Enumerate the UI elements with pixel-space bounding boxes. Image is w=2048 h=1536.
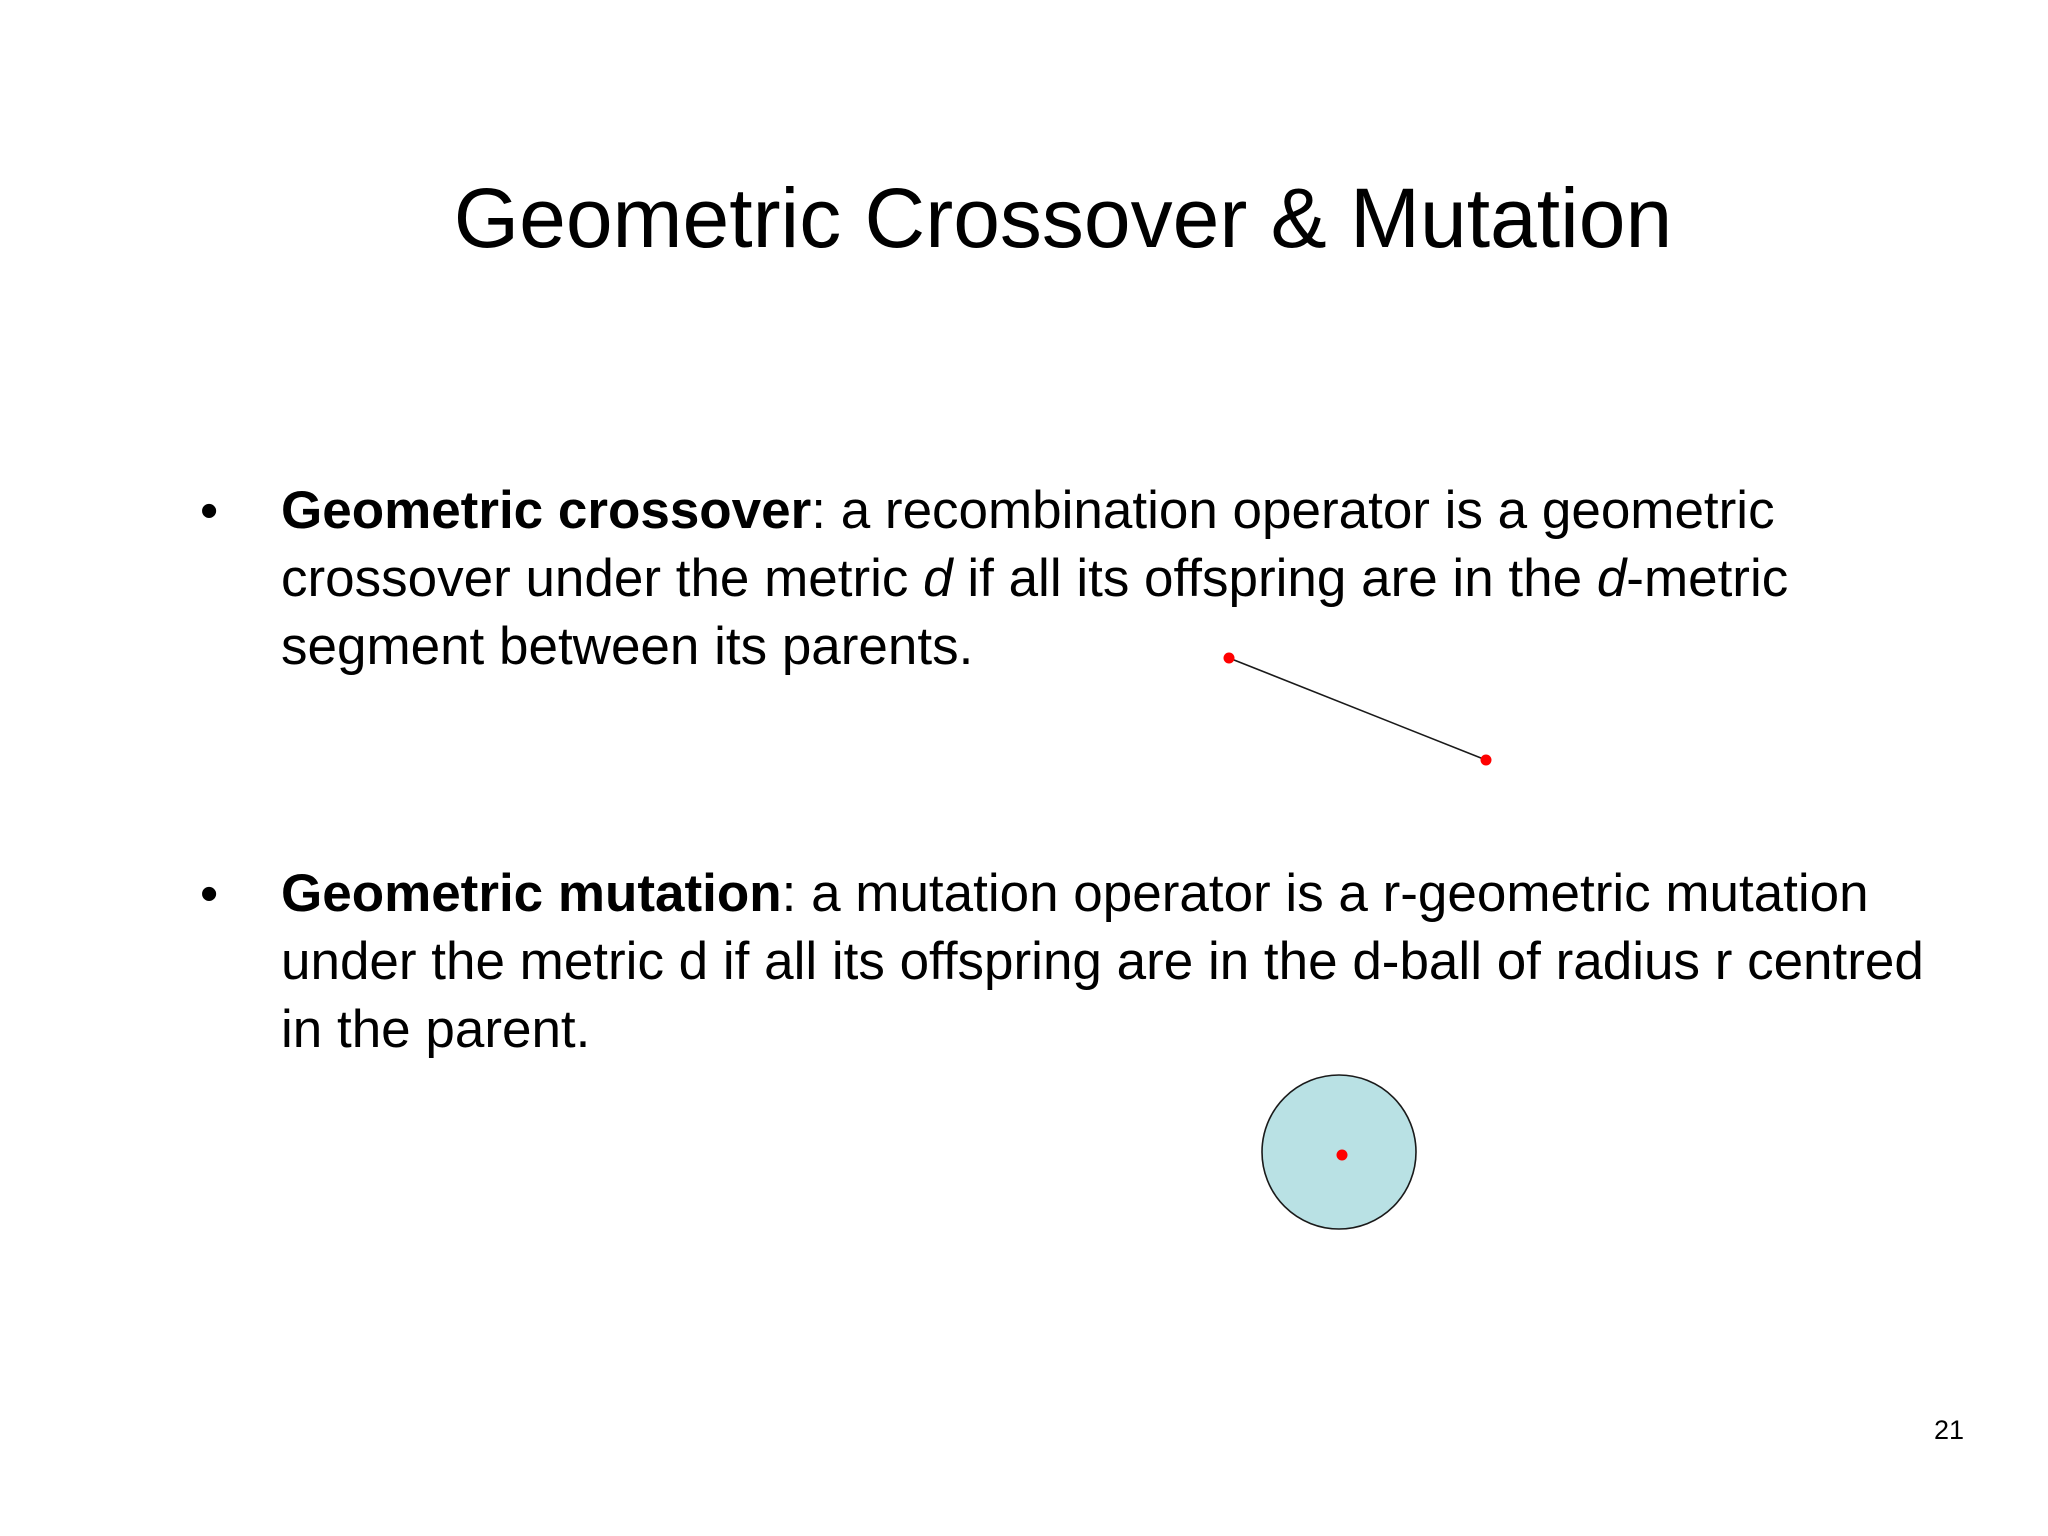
parent-point bbox=[1224, 653, 1235, 664]
crossover-text-3: -metric segment between its parents. bbox=[281, 549, 1789, 676]
crossover-text-1: : a recombination operator is a geometric crossover under the metric bbox=[281, 481, 1775, 608]
parent-point bbox=[1481, 755, 1492, 766]
metric-symbol: d bbox=[923, 549, 953, 608]
bullet-marker: • bbox=[200, 865, 219, 923]
crossover-text-2: if all its offspring are in the bbox=[952, 549, 1597, 608]
metric-segment bbox=[1229, 658, 1486, 760]
bullet-marker: • bbox=[200, 482, 219, 540]
crossover-segment-diagram bbox=[1224, 653, 1492, 766]
slide-title: Geometric Crossover & Mutation bbox=[453, 171, 1673, 265]
mutation-ball-diagram bbox=[1262, 1075, 1416, 1229]
page-number: 21 bbox=[1933, 1415, 1964, 1445]
metric-symbol: d bbox=[1596, 549, 1627, 608]
mutation-term: Geometric mutation bbox=[281, 864, 782, 923]
crossover-term: Geometric crossover bbox=[281, 481, 812, 540]
parent-point bbox=[1337, 1150, 1348, 1161]
mutation-text: : a mutation operator is a r-geometric mutation under the metric d if all its offspring are in the d-ball of radius r centred in the parent. bbox=[281, 864, 1924, 1059]
